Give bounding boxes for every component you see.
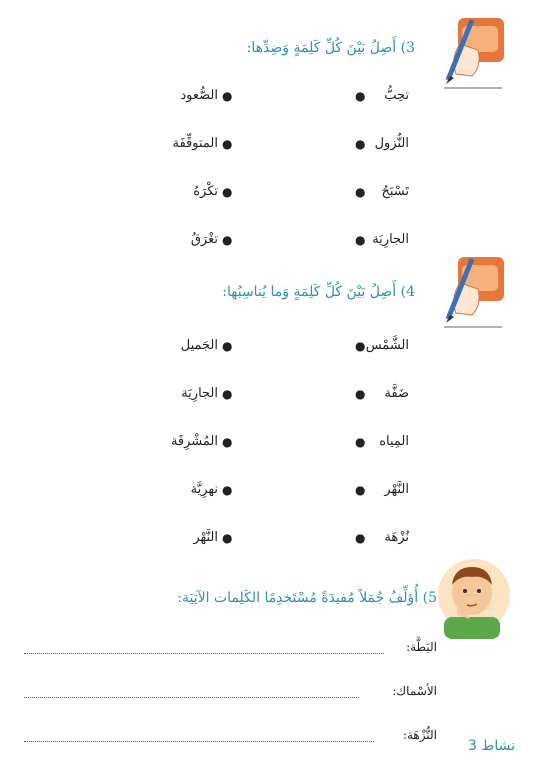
ex3-left-bullet-3[interactable]: ● bbox=[222, 185, 233, 199]
ex4-right-word-4: النَّهْر bbox=[384, 482, 409, 497]
ex4-left-word-1: الجَميل bbox=[180, 338, 218, 353]
thinking-boy-icon bbox=[430, 555, 512, 639]
ex4-left-bullet-2[interactable]: ● bbox=[222, 387, 233, 401]
ex4-left-bullet-5[interactable]: ● bbox=[222, 531, 233, 545]
ex3-left-word-4: تغْرَقُ bbox=[190, 232, 218, 247]
ex3-right-bullet-4[interactable]: ● bbox=[355, 233, 366, 247]
ex3-left-bullet-2[interactable]: ● bbox=[222, 137, 233, 151]
ex3-right-bullet-2[interactable]: ● bbox=[355, 137, 366, 151]
ex5-item-label-2: الأسْماك: bbox=[392, 684, 437, 698]
ex5-item-label-3: النُّزْهَة: bbox=[402, 728, 437, 742]
ex3-left-word-3: تكْرَهُ bbox=[193, 184, 218, 199]
exercise-5-title: 5) أُؤلِّفُ جُمَلاً مُفيدَةً مُسْتَخدِمًا الكَلِمات الآتِيَة: bbox=[177, 590, 437, 606]
ex3-left-word-2: المتوقِّفَة bbox=[172, 136, 218, 151]
ex3-right-word-4: الجارِيَة bbox=[372, 232, 409, 247]
ex4-left-bullet-4[interactable]: ● bbox=[222, 483, 233, 497]
ex4-right-word-2: ضَفَّة bbox=[384, 386, 409, 401]
ex4-left-word-4: نهرِيَّة bbox=[190, 482, 218, 497]
ex5-answer-line-3[interactable] bbox=[24, 741, 374, 742]
ex4-right-bullet-1[interactable]: ● bbox=[355, 339, 366, 353]
ex4-left-bullet-3[interactable]: ● bbox=[222, 435, 233, 449]
ex4-left-word-2: الجارِيَة bbox=[181, 386, 218, 401]
ex4-right-word-1: الشَّمْس bbox=[365, 338, 409, 353]
ex4-left-word-5: النَّهْر bbox=[193, 530, 218, 545]
ex3-left-bullet-1[interactable]: ● bbox=[222, 89, 233, 103]
ex4-right-bullet-2[interactable]: ● bbox=[355, 387, 366, 401]
ex3-right-word-2: النُّزول bbox=[374, 136, 409, 151]
exercise-4-title: 4) أَصِلُ بَيْنَ كُلِّ كَلِمَةٍ وَما يُناسِبُها: bbox=[222, 284, 415, 300]
hand-writing-icon bbox=[438, 14, 508, 92]
ex4-left-bullet-1[interactable]: ● bbox=[222, 339, 233, 353]
ex3-right-word-1: تحِبُّ bbox=[384, 88, 409, 103]
ex5-answer-line-2[interactable] bbox=[24, 697, 359, 698]
ex3-right-word-3: تَسْبَحُ bbox=[381, 184, 409, 199]
ex3-left-bullet-4[interactable]: ● bbox=[222, 233, 233, 247]
ex4-right-bullet-3[interactable]: ● bbox=[355, 435, 366, 449]
page-footer-label: نشاط 3 bbox=[468, 738, 515, 754]
ex4-right-bullet-4[interactable]: ● bbox=[355, 483, 366, 497]
ex5-answer-line-1[interactable] bbox=[24, 653, 384, 654]
ex5-item-label-1: البَطَّة: bbox=[406, 640, 437, 654]
ex4-left-word-3: المُشْرِقَة bbox=[170, 434, 218, 449]
ex4-right-word-3: المِياه bbox=[379, 434, 409, 449]
ex4-right-bullet-5[interactable]: ● bbox=[355, 531, 366, 545]
ex3-left-word-1: الصُّعود bbox=[180, 88, 218, 103]
ex3-right-bullet-1[interactable]: ● bbox=[355, 89, 366, 103]
hand-writing-icon bbox=[438, 253, 508, 331]
ex4-right-word-5: نُزْهَة bbox=[384, 530, 409, 545]
exercise-3-title: 3) أَصِلُ بَيْنَ كُلِّ كَلِمَةٍ وَضِدِّها: bbox=[246, 40, 415, 56]
ex3-right-bullet-3[interactable]: ● bbox=[355, 185, 366, 199]
